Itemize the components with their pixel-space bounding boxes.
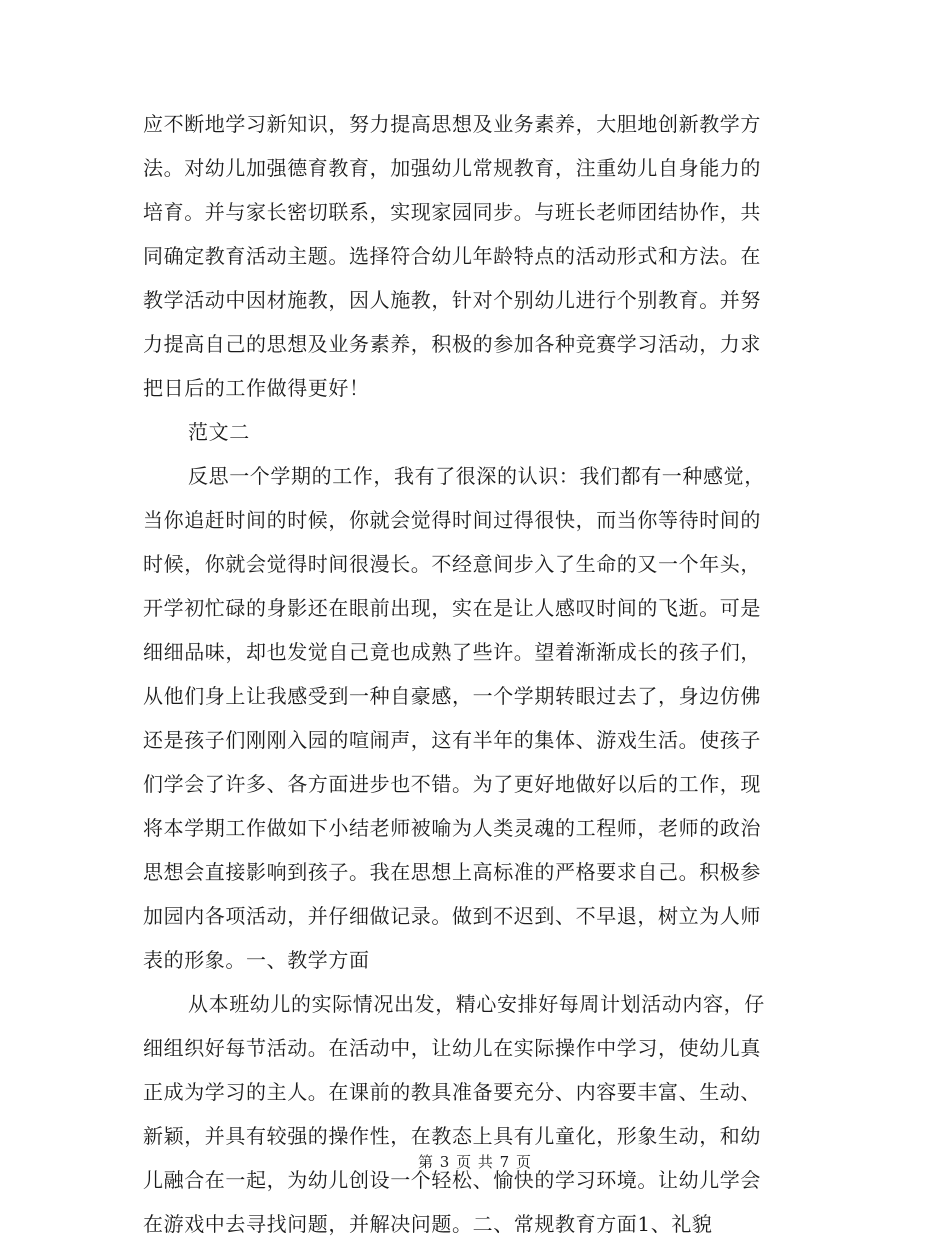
text-line: 正成为学习的主人。在课前的教具准备要充分、内容要丰富、生动、 xyxy=(143,1080,761,1104)
text-line: 反思一个学期的工作，我有了很深的认识：我们都有一种感觉， xyxy=(188,464,765,488)
text-line: 范文二 xyxy=(188,420,250,444)
text-line: 细细品味，却也发觉自己竟也成熟了些许。望着渐渐成长的孩子们， xyxy=(143,640,761,664)
text-line: 当你追赶时间的时候，你就会觉得时间过得很快，而当你等待时间的 xyxy=(143,508,761,532)
page-footer: 第 3 页 共 7 页 xyxy=(418,1153,532,1171)
text-line: 表的形象。一、教学方面 xyxy=(143,948,370,972)
text-line: 培育。并与家长密切联系，实现家园同步。与班长老师团结协作，共 xyxy=(143,200,761,224)
text-line: 还是孩子们刚刚入园的喧闹声，这有半年的集体、游戏生活。使孩子 xyxy=(143,728,761,752)
text-line: 们学会了许多、各方面进步也不错。为了更好地做好以后的工作，现 xyxy=(143,772,761,796)
text-line: 时候，你就会觉得时间很漫长。不经意间步入了生命的又一个年头， xyxy=(143,552,761,576)
text-line: 从他们身上让我感受到一种自豪感，一个学期转眼过去了，身边仿佛 xyxy=(143,684,761,708)
text-line: 把日后的工作做得更好！ xyxy=(143,376,370,400)
text-line: 应不断地学习新知识，努力提高思想及业务素养，大胆地创新教学方 xyxy=(143,112,761,136)
text-line: 思想会直接影响到孩子。我在思想上高标准的严格要求自己。积极参 xyxy=(143,860,761,884)
text-line: 开学初忙碌的身影还在眼前出现，实在是让人感叹时间的飞逝。可是 xyxy=(143,596,761,620)
text-line: 力提高自己的思想及业务素养，积极的参加各种竞赛学习活动，力求 xyxy=(143,332,761,356)
text-line: 在游戏中去寻找问题，并解决问题。二、常规教育方面1、礼貌 xyxy=(143,1212,713,1236)
text-line: 法。对幼儿加强德育教育，加强幼儿常规教育，注重幼儿自身能力的 xyxy=(143,156,761,180)
text-line: 从本班幼儿的实际情况出发，精心安排好每周计划活动内容，仔 xyxy=(188,992,765,1016)
text-line: 儿融合在一起，为幼儿创设一个轻松、愉快的学习环境。让幼儿学会 xyxy=(143,1168,761,1192)
text-line: 加园内各项活动，并仔细做记录。做到不迟到、不早退，树立为人师 xyxy=(143,904,761,928)
text-line: 新颖，并具有较强的操作性，在教态上具有儿童化，形象生动，和幼 xyxy=(143,1124,761,1148)
document-body xyxy=(143,102,795,1246)
text-line: 细组织好每节活动。在活动中，让幼儿在实际操作中学习，使幼儿真 xyxy=(143,1036,761,1060)
text-line: 教学活动中因材施教，因人施教，针对个别幼儿进行个别教育。并努 xyxy=(143,288,761,312)
text-line: 将本学期工作做如下小结老师被喻为人类灵魂的工程师，老师的政治 xyxy=(143,816,761,840)
text-line: 同确定教育活动主题。选择符合幼儿年龄特点的活动形式和方法。在 xyxy=(143,244,761,268)
